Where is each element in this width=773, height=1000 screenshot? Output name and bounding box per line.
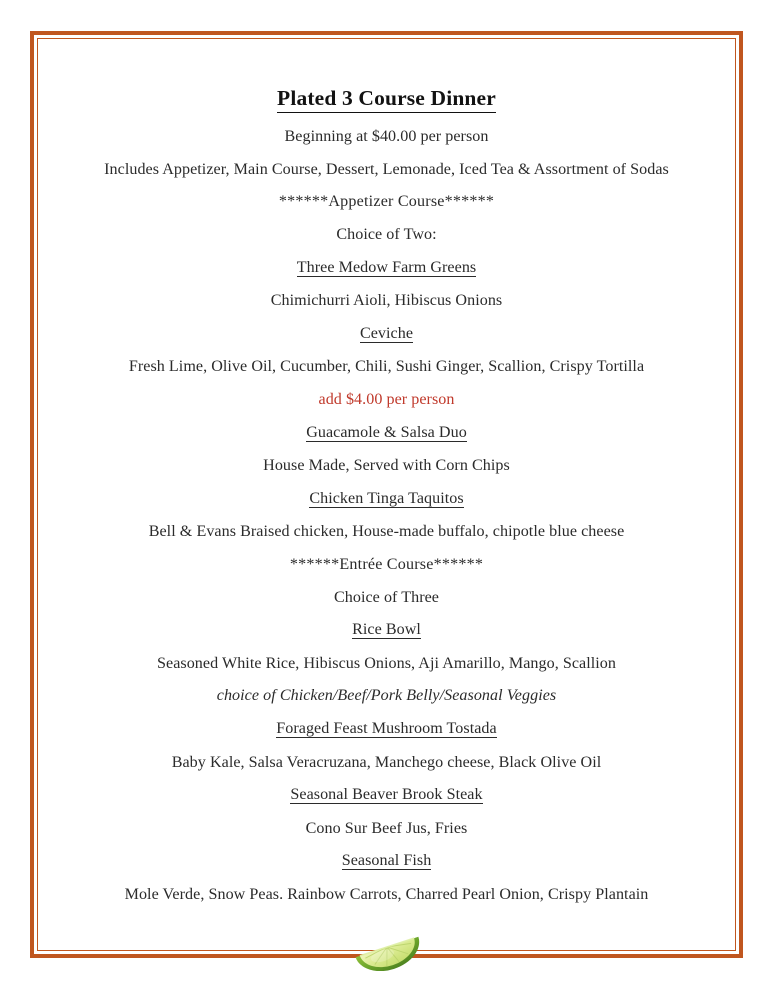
menu-item-name-text: Seasonal Beaver Brook Steak [290,786,483,804]
menu-item-name-text: Chicken Tinga Taquitos [309,489,464,507]
menu-item-name [45,408,728,442]
menu-item-name [45,837,728,871]
menu-item-name [45,771,728,805]
lime-wedge-image [350,923,424,971]
menu-item-name [45,474,728,508]
menu-item-description: House Made, Served with Corn Chips [263,457,510,475]
section-choice-entree: Choice of Three [333,588,440,606]
menu-item-name [45,606,728,640]
includes-line: Includes Appetizer, Main Course, Dessert, Lemonade, Iced Tea & Assortment of Sodas [104,160,669,178]
menu-item-name-text: Seasonal Fish [341,852,432,870]
menu-item-name-text: Foraged Feast Mushroom Tostada [276,719,497,737]
lime-wedge-decoration [45,903,728,971]
menu-item-description: Cono Sur Beef Jus, Fries [305,819,468,837]
menu-item-description: Bell & Evans Braised chicken, House-made buffalo, chipotle blue cheese [148,523,625,541]
menu-item-name-text: Rice Bowl [352,621,421,639]
menu-content [45,46,728,943]
menu-item-description: Seasoned White Rice, Hibiscus Onions, Aji Amarillo, Mango, Scallion [157,654,616,672]
menu-item-name-text: Ceviche [359,324,414,342]
menu-item-description: Fresh Lime, Olive Oil, Cucumber, Chili, Sushi Ginger, Scallion, Crispy Tortilla [128,358,645,376]
menu-item-name [45,704,728,738]
menu-item-surcharge: add $4.00 per person [318,390,455,408]
menu-item-description: Baby Kale, Salsa Veracruzana, Manchego cheese, Black Olive Oil [171,753,602,771]
section-heading-appetizer: ******Appetizer Course****** [278,193,495,211]
menu-item-option: choice of Chicken/Beef/Pork Belly/Seasonal Veggies [216,687,557,705]
section-heading-entree: ******Entrée Course****** [289,555,484,573]
menu-item-description: Chimichurri Aioli, Hibiscus Onions [270,292,503,310]
menu-item-description: Mole Verde, Snow Peas. Rainbow Carrots, Charred Pearl Onion, Crispy Plantain [124,885,649,903]
page-title-text: Plated 3 Course Dinner [277,86,496,113]
lime-wedge-icon [350,923,424,971]
menu-item-name-text: Guacamole & Salsa Duo [306,423,467,441]
price-subtitle: Beginning at $40.00 per person [284,128,489,146]
section-choice-appetizer: Choice of Two: [336,226,437,243]
menu-item-name-text: Three Medow Farm Greens [296,258,477,276]
page-title [45,46,728,113]
menu-item-name [45,309,728,343]
menu-item-name [45,243,728,277]
